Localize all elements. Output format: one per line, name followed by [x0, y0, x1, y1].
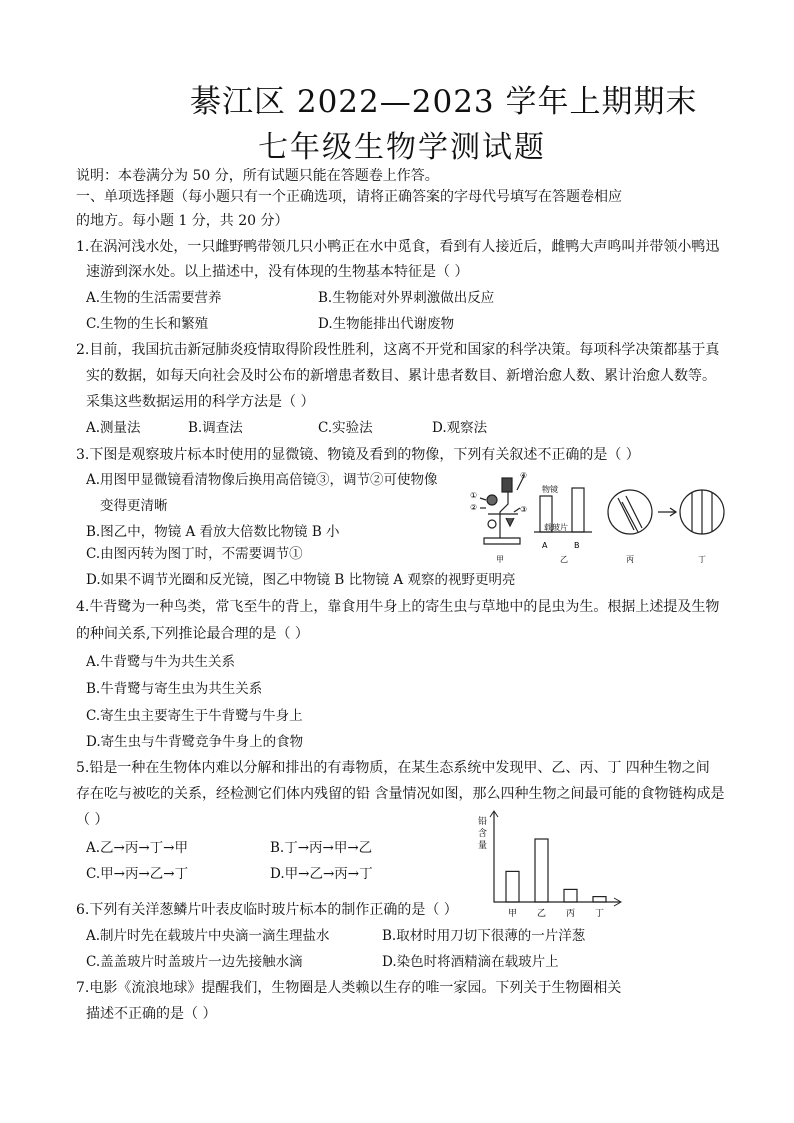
fig-label-a: A [542, 541, 548, 550]
y-axis-label-char: 量 [478, 841, 488, 851]
section-heading-cont: 的地方。每小题 1 分，共 20 分） [76, 213, 289, 229]
exam-note: 说明：本卷满分为 50 分，所有试题只能在答题卷上作答。 [76, 168, 439, 184]
fig-label-bing: 丙 [626, 555, 634, 564]
fig-label-objective: 物镜 [542, 485, 558, 494]
q4-stem-line2: 的种间关系,下列推论最合理的是（ ） [76, 626, 309, 642]
q5-option-a: A.乙→丙→丁→甲 [86, 840, 188, 856]
y-axis-label-char: 铅 [478, 817, 488, 827]
q6-stem: 6.下列有关洋葱鳞片叶表皮临时玻片标本的制作正确的是（ ） [76, 902, 458, 918]
fig-label-slide: 载玻片 [544, 523, 568, 532]
q7-stem-line1: 7.电影《流浪地球》提醒我们，生物圈是人类赖以生存的唯一家园。下列关于生物圈相关 [76, 980, 622, 996]
y-axis-label [478, 815, 487, 851]
fig-label-yi: 乙 [560, 555, 568, 564]
view-d-illustration [680, 490, 724, 534]
x-tick-label: 丁 [594, 909, 605, 919]
q2-option-b: B.调查法 [188, 420, 243, 436]
q5-stem-line2: 存在吃与被吃的关系，经检测它们体内残留的铅 含量情况如图，那么四种生物之间最可能的食物链构成是 [76, 786, 725, 802]
q3-option-d: D.如果不调节光圈和反光镜，图乙中物镜 B 比物镜 A 观察的视野更明亮 [86, 572, 516, 588]
microscope-illustration [480, 476, 524, 544]
fig-label-ding: 丁 [698, 555, 706, 564]
q1-option-c: C.生物的生长和繁殖 [86, 316, 209, 332]
q3-option-a-cont: 变得更清晰 [100, 498, 168, 514]
q4-option-c: C.寄生虫主要寄生于牛背鹭与牛身上 [86, 708, 303, 724]
q2-option-d: D.观察法 [432, 420, 488, 436]
page-title: 綦江区 2022—2023 学年上期期末 [190, 84, 698, 120]
fig-label-4: ④ [520, 471, 528, 480]
q7-stem-line2: 描述不正确的是（ ） [86, 1006, 217, 1022]
q1-stem-line2: 速游到深水处。以上描述中，没有体现的生物基本特征是（ ） [86, 264, 469, 280]
q2-option-c: C.实验法 [318, 420, 373, 436]
q5-option-d: D.甲→乙→丙→丁 [270, 866, 373, 882]
q1-option-b: B.生物能对外界刺激做出反应 [318, 290, 495, 306]
q6-option-c: C.盖盖玻片时盖玻片一边先接触水滴 [86, 954, 303, 970]
q2-stem-line3: 采集这些数据运用的科学方法是（ ） [86, 394, 315, 410]
y-axis-label-char: 含 [478, 829, 488, 839]
q2-stem-line1: 2.目前，我国抗击新冠肺炎疫情取得阶段性胜利，这离不开党和国家的科学决策。每项科学决策都基于真 [76, 342, 720, 358]
q5-stem-line3: （ ） [76, 812, 109, 828]
q1-stem-line1: 1.在涡河浅水处，一只雌野鸭带领几只小鸭正在水中觅食，看到有人接近后，雌鸭大声鸣叫并带领小鸭迅 [76, 239, 720, 255]
bar-4 [593, 897, 606, 902]
lead-content-chart [470, 808, 630, 920]
fig-label-b: B [574, 541, 580, 550]
q5-stem-line1: 5.铅是一种在生物体内难以分解和排出的有毒物质，在某生态系统中发现甲、乙、丙、丁 四种生物之间 [76, 760, 710, 776]
q2-option-a: A.测量法 [86, 420, 141, 436]
bar-2 [535, 839, 548, 902]
fig-label-1: ① [470, 491, 478, 500]
x-tick-label: 乙 [536, 909, 547, 919]
bar-3 [564, 889, 577, 902]
q4-option-b: B.牛背鹭与寄生虫为共生关系 [86, 681, 263, 697]
q6-option-a: A.制片时先在载玻片中央滴一滴生理盐水 [86, 928, 330, 944]
q5-option-b: B.丁→丙→甲→乙 [270, 840, 373, 856]
q5-option-c: C.甲→丙→乙→丁 [86, 866, 189, 882]
q1-option-a: A.生物的生活需要营养 [86, 290, 222, 306]
q4-option-d: D.寄生虫与牛背鹭竞争牛身上的食物 [86, 734, 304, 750]
arrow-icon [658, 508, 676, 516]
page-subtitle: 七年级生物学测试题 [258, 130, 546, 165]
q1-option-d: D.生物能排出代谢废物 [318, 316, 455, 332]
q2-stem-line2: 实的数据，如每天向社会及时公布的新增患者数目、累计患者数目、新增治愈人数、累计治愈人数等。 [86, 368, 716, 384]
microscope-figure [462, 468, 732, 564]
q3-option-b: B.图乙中，物镜 A 看放大倍数比物镜 B 小 [86, 524, 340, 540]
chart-axes [494, 812, 620, 902]
fig-label-2: ② [470, 503, 478, 512]
fig-label-jia: 甲 [496, 555, 504, 564]
x-tick-label: 丙 [565, 909, 576, 919]
q4-stem-line1: 4.牛背鹭为一种鸟类，常飞至牛的背上，靠食用牛身上的寄生虫与草地中的昆虫为生。根据上述提及生物 [76, 599, 720, 615]
view-c-illustration [608, 490, 652, 534]
q3-option-a: A.用图甲显微镜看清物像后换用高倍镜③，调节②可使物像 [86, 472, 438, 488]
q3-stem: 3.下图是观察玻片标本时使用的显微镜、物镜及看到的物像，下列有关叙述不正确的是（ ） [76, 447, 640, 463]
q4-option-a: A.牛背鹭与牛为共生关系 [86, 654, 236, 670]
bar-1 [506, 871, 519, 902]
x-tick-label: 甲 [507, 909, 518, 919]
q3-option-c: C.由图丙转为图丁时，不需要调节① [86, 546, 303, 562]
section-heading: 一、单项选择题（每小题只有一个正确选项，请将正确答案的字母代号填写在答题卷相应 [76, 189, 622, 205]
fig-label-3: ③ [520, 505, 528, 514]
q6-option-b: B.取材时用刀切下很薄的一片洋葱 [382, 928, 586, 944]
q6-option-d: D.染色时将酒精滴在载玻片上 [382, 954, 559, 970]
